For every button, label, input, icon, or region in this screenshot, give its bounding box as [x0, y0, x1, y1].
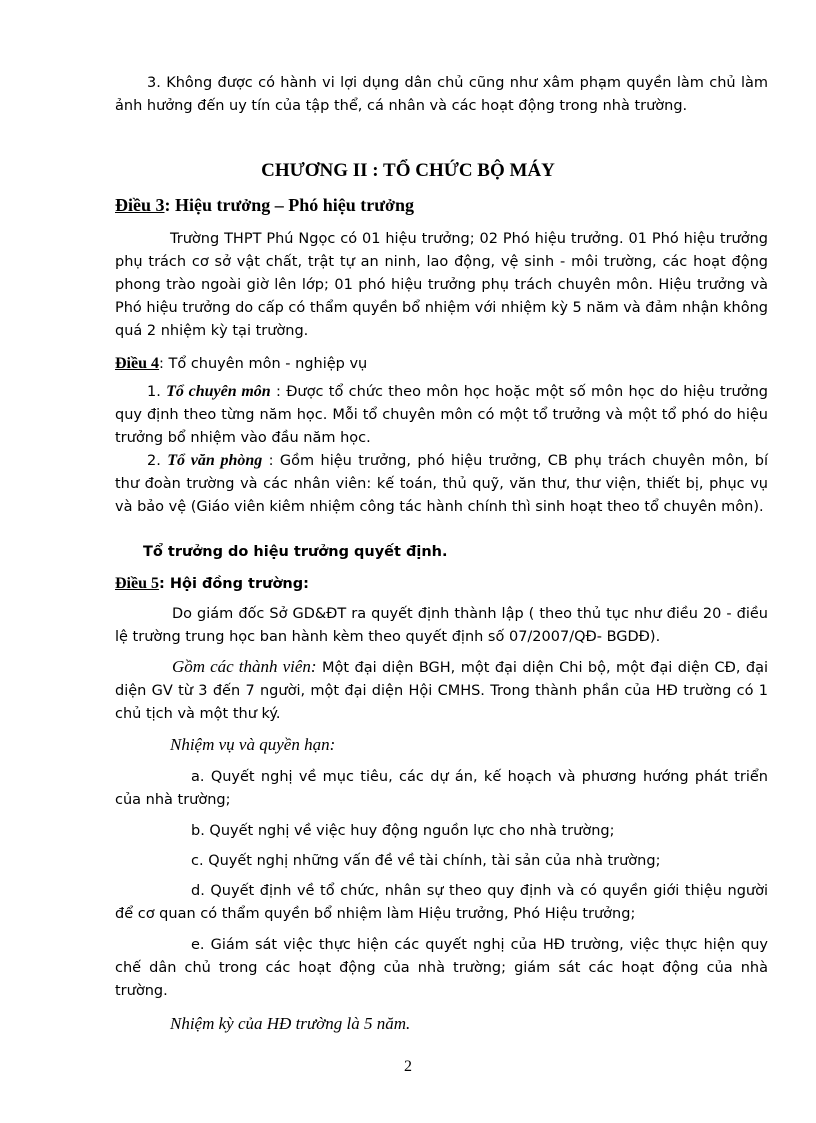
- article-5-members-text: Một đại diện BGH, một đại diện Chi bộ, một đại diện CĐ, đại diện GV từ 3 đến 7 người, một đại diện Hội CMHS. Trong thành phần của HĐ trường có 1 chủ tịch và một thư ký.: [115, 660, 769, 722]
- article-5-duty-b: b. Quyết nghị về việc huy động nguồn lực cho nhà trường;: [191, 823, 615, 839]
- article-3-body: Trường THPT Phú Ngọc có 01 hiệu trưởng; 02 Phó hiệu trưởng. 01 Phó hiệu trưởng phụ trách cơ sở vật chất, trật tự an ninh, lao động, vệ sinh - môi trường, các hoạt động phong trào ngoài giờ lên lớp; 01 phó hiệu trưởng phụ trách chuyên môn. Hiệu trưởng và Phó hiệu trưởng do cấp có thẩm quyền bổ nhiệm với nhiệm kỳ 5 năm và đảm nhận không quá 2 nhiệm kỳ tại trường.: [115, 231, 769, 339]
- article-5-heading: [115, 573, 768, 596]
- article-4-note: Tổ trưởng do hiệu trưởng quyết định.: [143, 544, 448, 560]
- article-5-duty-a: a. Quyết nghị về mục tiêu, các dự án, kế hoạch và phương hướng phát triển của nhà trường;: [115, 769, 768, 808]
- article-4-heading: [115, 353, 768, 376]
- article-5-duties-heading: Nhiệm vụ và quyền hạn:: [170, 735, 336, 754]
- article-4-item-2: [115, 449, 768, 519]
- article-5-members: [115, 655, 768, 726]
- article-4-item-2-number: 2.: [147, 453, 161, 469]
- article-5-label: Điều 5: [115, 575, 159, 592]
- article-4-label: Điều 4: [115, 355, 159, 372]
- article-5-intro: Do giám đốc Sở GD&ĐT ra quyết định thành lập ( theo thủ tục như điều 20 - điều lệ trường trung học ban hành kèm theo quyết định số 07/2007/QĐ- BGDĐ).: [115, 606, 768, 645]
- chapter-title: CHƯƠNG II : TỔ CHỨC BỘ MÁY: [261, 160, 555, 181]
- article-5-duty-e: e. Giám sát việc thực hiện các quyết nghị của HĐ trường, việc thực hiện quy chế dân chủ trong các hoạt động của nhà trường; giám sát các hoạt động của nhà trường.: [115, 937, 768, 999]
- article-4-item-1-term: Tổ chuyên môn: [166, 383, 271, 400]
- article-5-term: Nhiệm kỳ của HĐ trường là 5 năm.: [170, 1014, 411, 1033]
- article-3-heading: [115, 195, 414, 216]
- article-4-item-2-text: : Gồm hiệu trưởng, phó hiệu trưởng, CB phụ trách chuyên môn, bí thư đoàn trường và các nhân viên: kế toán, thủ quỹ, văn thư, thư viện, thiết bị, phục vụ và bảo vệ (Giáo viên kiêm nhiệm công tác hành chính thì sinh hoạt theo tổ chuyên môn).: [115, 453, 768, 515]
- article-5-duty-d: d. Quyết định về tổ chức, nhân sự theo quy định và có quyền giới thiệu người để cơ quan có thẩm quyền bổ nhiệm làm Hiệu trưởng, Phó Hiệu trưởng;: [115, 883, 768, 922]
- article-3-title: : Hiệu trưởng – Phó hiệu trưởng: [164, 195, 415, 215]
- article-4-item-2-term: Tổ văn phòng: [167, 452, 263, 469]
- article-4-item-1-text: : Được tổ chức theo môn học hoặc một số môn học do hiệu trưởng quy định theo từng năm học. Mỗi tổ chuyên môn có một tổ trưởng và một tổ phó do hiệu trưởng bổ nhiệm vào đầu năm học.: [115, 384, 769, 446]
- article-4-title: : Tổ chuyên môn - nghiệp vụ: [159, 356, 368, 372]
- article-5-title: : Hội đồng trường:: [159, 576, 309, 592]
- article-5-duty-c: c. Quyết nghị những vấn đề về tài chính, tài sản của nhà trường;: [191, 853, 661, 869]
- article-3-label: Điều 3: [115, 195, 165, 215]
- article-4-item-1-number: 1.: [147, 384, 161, 400]
- article-2-item-3: 3. Không được có hành vi lợi dụng dân chủ cũng như xâm phạm quyền làm chủ làm ảnh hưởng đến uy tín của tập thể, cá nhân và các hoạt động trong nhà trường.: [115, 75, 768, 114]
- page-number: 2: [404, 1058, 412, 1075]
- article-4-item-1: [115, 380, 768, 450]
- article-5-members-label: Gồm các thành viên:: [172, 657, 317, 676]
